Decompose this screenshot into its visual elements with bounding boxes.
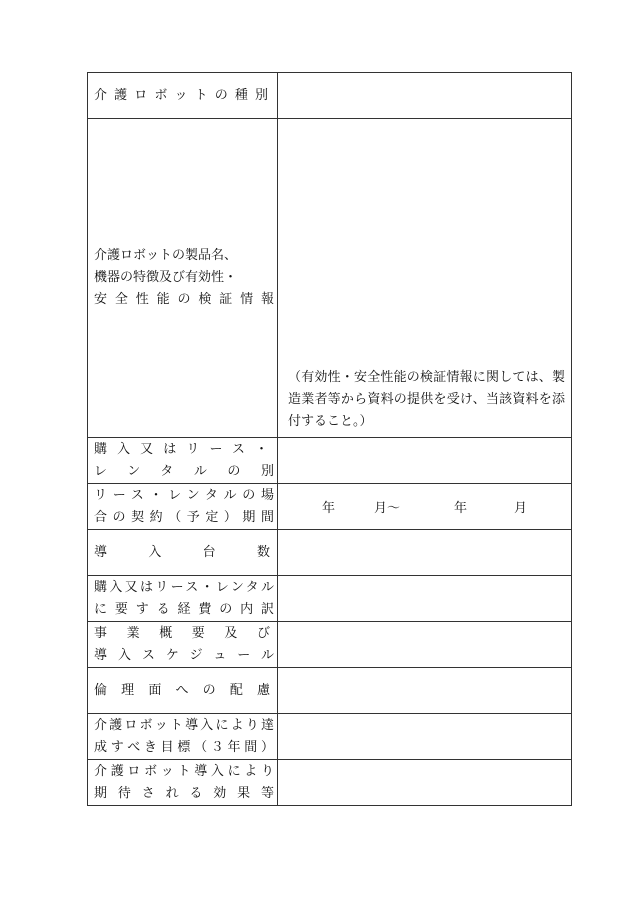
row-unit-count xyxy=(88,530,572,576)
label-line: 合の契約（予定）期間 xyxy=(94,509,274,525)
month-start-label: 月～ xyxy=(373,501,400,516)
application-form-table xyxy=(87,72,572,806)
label-line: 介護ロボットの製品名、 xyxy=(94,248,238,263)
row-expected-effects xyxy=(88,760,572,806)
label-line: 導入スケジュール xyxy=(94,647,274,663)
value-product-info[interactable] xyxy=(278,119,572,438)
label-expected-effects xyxy=(88,760,278,806)
label-text: 導入台数 xyxy=(94,544,270,560)
label-robot-type xyxy=(88,73,278,119)
value-purchase-or-lease[interactable] xyxy=(278,438,572,484)
year-start-label: 年 xyxy=(321,501,335,516)
note-line: 付すること。） xyxy=(288,414,373,429)
label-line: に要する経費の内訳 xyxy=(94,601,274,617)
note-line: （有効性・安全性能の検証情報に関しては、製 xyxy=(288,370,565,385)
label-cost-breakdown xyxy=(88,576,278,622)
attachment-note xyxy=(288,367,565,433)
value-robot-type[interactable] xyxy=(278,73,572,119)
label-line: リース・レンタルの場 xyxy=(94,487,274,503)
row-cost-breakdown xyxy=(88,576,572,622)
label-unit-count xyxy=(88,530,278,576)
label-purchase-or-lease xyxy=(88,438,278,484)
label-contract-period xyxy=(88,484,278,530)
label-ethics xyxy=(88,668,278,714)
label-line: 介護ロボット導入により達 xyxy=(94,717,274,733)
row-robot-type xyxy=(88,73,572,119)
month-end-label: 月 xyxy=(513,501,527,516)
label-line: 購入又はリース・ xyxy=(94,441,268,457)
row-goals xyxy=(88,714,572,760)
label-text: 倫理面への配慮 xyxy=(94,682,270,698)
value-ethics[interactable] xyxy=(278,668,572,714)
row-business-schedule xyxy=(88,622,572,668)
value-business-schedule[interactable] xyxy=(278,622,572,668)
row-product-info xyxy=(88,119,572,438)
label-line: 成すべき目標（３年間） xyxy=(94,739,274,755)
label-text: 介護ロボットの種別 xyxy=(94,87,268,103)
label-product-info xyxy=(88,119,278,438)
label-line: 事業概要及び xyxy=(94,625,270,641)
value-contract-period[interactable] xyxy=(278,484,572,530)
value-expected-effects[interactable] xyxy=(278,760,572,806)
row-purchase-or-lease xyxy=(88,438,572,484)
label-line: 機器の特徴及び有効性・ xyxy=(94,270,238,285)
note-line: 造業者等から資料の提供を受け、当該資料を添 xyxy=(288,392,565,407)
label-line: 介護ロボット導入により xyxy=(94,763,274,779)
label-goals xyxy=(88,714,278,760)
label-line: レンタルの別 xyxy=(94,463,274,479)
label-line: 購入又はリース・レンタル xyxy=(94,579,274,595)
label-business-schedule xyxy=(88,622,278,668)
row-contract-period xyxy=(88,484,572,530)
value-cost-breakdown[interactable] xyxy=(278,576,572,622)
value-goals[interactable] xyxy=(278,714,572,760)
label-line: 安全性能の検証情報 xyxy=(94,292,274,307)
row-ethics xyxy=(88,668,572,714)
contract-period-fields xyxy=(278,497,571,516)
label-line: 期待される効果等 xyxy=(94,785,274,801)
year-end-label: 年 xyxy=(453,501,467,516)
value-unit-count[interactable] xyxy=(278,530,572,576)
